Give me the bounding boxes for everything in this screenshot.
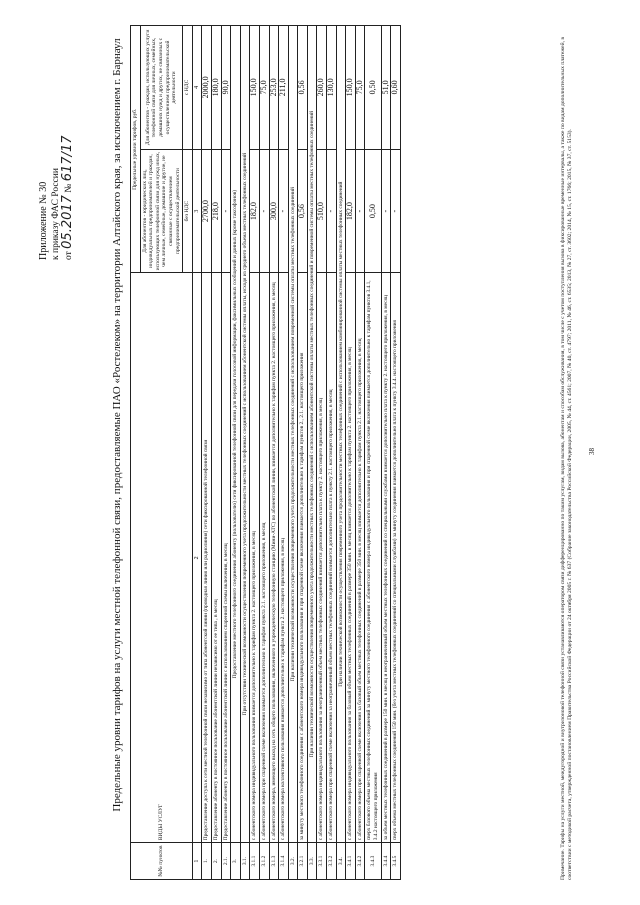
tariff-people: 253,0 xyxy=(269,26,279,150)
table-row xyxy=(240,26,250,880)
table-row xyxy=(355,26,365,880)
table-row xyxy=(250,26,260,880)
tariff-people: 51,0 xyxy=(381,26,391,150)
index-cell: 1 xyxy=(192,843,202,880)
index-cell: 4 xyxy=(192,26,202,150)
tariff-table xyxy=(130,25,401,880)
table-row xyxy=(317,26,327,880)
service-description: за минуту местного телефонного соединения с абонентского номера индивидуального пользования и при спаренной схеме включения взимается дополнительно к тарифам пунктов 2., 2.1. настоящего приложения xyxy=(298,273,308,843)
document-title: Предельные уровни тарифов на услуги местной телефонной связи, предоставляемые ПАО «Ростелеком» на территории Алтайского края, за исключением г. Барнаул xyxy=(111,38,123,812)
appendix-number: Приложение № 30 xyxy=(38,181,49,260)
tariff-legal: - xyxy=(355,149,365,273)
row-number: 3.1.3 xyxy=(269,843,279,880)
table-row xyxy=(231,26,241,880)
table-row xyxy=(288,26,298,880)
table-row xyxy=(365,26,381,880)
service-description: Предоставление абоненту в постоянное пользование абонентской линии независимо от ее типа , в месяц xyxy=(211,273,221,843)
header-block xyxy=(38,30,75,260)
section-heading: При наличии технической возможности осуществления повременного учета продолжительности местных телефонных соединений с использованием повременной системы оплаты местных телефонных соединений xyxy=(288,26,298,843)
table-row xyxy=(259,26,269,880)
tariff-people: 150,0 xyxy=(250,26,260,150)
row-number: 2.1. xyxy=(221,843,231,880)
date-prefix: от xyxy=(64,251,74,260)
table-row xyxy=(336,26,346,880)
tariff-people: 150,0 xyxy=(346,26,356,150)
service-description: с абонентского номера индивидуального пользования взимается дополнительно к тарифам пункта 2. настоящего приложения, в месяц xyxy=(250,273,260,843)
footnote-label: Примечание. xyxy=(560,849,566,880)
row-number: 3.4.1 xyxy=(346,843,356,880)
tariff-legal: 218,0 xyxy=(211,149,221,273)
row-number: 3.1.2 xyxy=(259,843,269,880)
table-row xyxy=(202,26,212,880)
table-row xyxy=(346,26,356,880)
handwritten-number: 617/17 xyxy=(60,135,75,182)
section-heading: При наличии технической возможности осуществления повременного учета продолжительности местных телефонных соединений с использованием абонентской системы оплаты местных телефонных соединений и повременной системы оплаты местных телефонных соединений xyxy=(307,26,317,843)
tariff-people: 2000,0 xyxy=(202,26,212,150)
table-row xyxy=(279,26,289,880)
row-number: 2. xyxy=(211,843,221,880)
handwritten-date: 05.2017 xyxy=(60,195,75,249)
table-body xyxy=(202,26,400,880)
row-number: 3.3.1 xyxy=(317,843,327,880)
tariff-legal: 0,50 xyxy=(365,149,381,273)
table-row xyxy=(327,26,337,880)
service-description: сверх базового объема местных телефонных соединений за минуту местного телефонного соединения с абонентского номера индивидуального пользования и при спаренной схеме включения взимается дополнительно к тарифам пунктов 3.4.1, 3.4.2 настоящего приложения xyxy=(365,273,381,843)
service-description: с абонентского номера при спаренной схеме включения за базовый объем местных телефонных соединений в размере 350 мин. в месяц взимается дополнительно к тарифам пункта 2.1. настоящего приложения, в месяц xyxy=(355,273,365,843)
row-number: 3.1.4 xyxy=(279,843,289,880)
section-heading: При наличии технической возможности осуществления повременного учета продолжительности местных телефонных соединений с использованием комбинированной системы оплаты местных телефонных соединений xyxy=(336,26,346,843)
row-number: 3. xyxy=(231,843,241,880)
footnote-text: Тарифы на услуги местной, междугородной и внутризоновой телефонной связи устанавливаются оператором связи дифференцированно по таким услугам, видам вызова, абонентам и способам обслуживания, в том числе с учетом поступления вызова в фиксированные временные интервалы, а также по видам дополнительных платежей, в соответствии с методикой расчета, утвержденной постановлением Правительства Российской Федерации от 24 октября 2005 г. № 637 (Собрание законодательства Российской Федерации, 2005, № 44, ст. 4561; 2007, № 40, ст. 4797; 2011, № 46, ст. 6535; 2013, № 27, ст. 3602; 2014, № 15, ст. 1766; 2015, № 37, ст. 5153). xyxy=(560,36,573,880)
tariff-legal: - xyxy=(259,149,269,273)
col-header-novat: без НДС xyxy=(183,149,193,273)
row-number: 3.4.4 xyxy=(381,843,391,880)
service-description: за объем местных телефонных соединений в размере 150 мин. в месяц и неограниченный объем местных телефонных соединений со специальными службами взимается дополнительно плата к пункту 2. настоящего приложения, в месяц xyxy=(381,273,391,843)
row-number: 3.4.2 xyxy=(355,843,365,880)
section-heading: При отсутствии технической возможности осуществления повременного учета продолжительности местных телефонных соединений с использованием абонентской системы оплаты, исходя из среднего объема местных телефонных соединений xyxy=(240,26,250,843)
col-header-service: ВИДЫ УСЛУГ xyxy=(131,273,193,843)
tariff-legal: 182,0 xyxy=(346,149,356,273)
tariff-people: 260,0 xyxy=(317,26,327,150)
page-number: 38 xyxy=(588,448,596,455)
table-row xyxy=(307,26,317,880)
service-description: с абонентского номера индивидуального пользования за базовый объем местных телефонных соединений в размере 350 мин. в месяц взимается дополнительно к тарифам пункта 2. настоящего приложения, в месяц xyxy=(346,273,356,843)
row-number: 3.4.3 xyxy=(365,843,381,880)
tariff-legal: - xyxy=(391,149,401,273)
row-number: 1. xyxy=(202,843,212,880)
col-header-legal: Для абонентов - юридических лиц, индивидуальных предпринимателей и граждан, использующих телефонной связи для нужд иных, чем личные, семейные, домашние и другие, не связанные с осуществлением предпринимательской деятельности xyxy=(140,149,183,273)
row-number: 3.3. xyxy=(307,843,317,880)
footnote xyxy=(560,25,574,880)
tariff-legal: 510,0 xyxy=(317,149,327,273)
col-header-vat: с НДС xyxy=(183,26,193,150)
service-description: с абонентского номера при спаренной схеме включения взимается дополнительно к тарифам пункта 2.1. настоящего приложения, в месяц xyxy=(259,273,269,843)
tariff-people: 0,50 xyxy=(365,26,381,150)
order-reference: к приказу ФАС России xyxy=(51,168,61,260)
col-header-levels: Предельные уровни тарифов, руб. xyxy=(131,26,141,273)
service-description: Предоставление доступа к сети местной телефонной связи независимо от типа абонентской линии (проводная линия или радиолиния) сети фиксированной телефонной связи xyxy=(202,273,212,843)
col-header-number: №№ пунктов xyxy=(131,843,193,880)
row-number: 3.4.5 xyxy=(391,843,401,880)
tariff-people: 0,60 xyxy=(391,26,401,150)
service-description: Предоставление абоненту в постоянное пользование абонентской линии с использованием спаренной схемы включения, в месяц xyxy=(221,273,231,843)
tariff-people: 90,0 xyxy=(221,26,231,150)
row-number: 3.2.1 xyxy=(298,843,308,880)
tariff-people: 180,0 xyxy=(211,26,221,150)
tariff-legal: - xyxy=(381,149,391,273)
index-cell: 2 xyxy=(192,273,202,843)
tariff-legal: - xyxy=(221,149,231,273)
row-number: 3.3.2 xyxy=(327,843,337,880)
table-row xyxy=(221,26,231,880)
table-row xyxy=(381,26,391,880)
tariff-legal: - xyxy=(279,149,289,273)
tariff-legal: 300,0 xyxy=(269,149,279,273)
tariff-legal: 0,56 xyxy=(298,149,308,273)
tariff-people: 75,0 xyxy=(259,26,269,150)
tariff-legal: 182,0 xyxy=(250,149,260,273)
service-description: с абонентского номера индивидуального пользования за неограниченный объем местных телефонных соединений взимается дополнительно плата к пункту 2. настоящего приложения, в месяц xyxy=(317,273,327,843)
row-number: 3.2. xyxy=(288,843,298,880)
row-number: 3.1.1 xyxy=(250,843,260,880)
index-cell: 3 xyxy=(192,149,202,273)
number-prefix: № xyxy=(64,183,74,193)
table-row xyxy=(269,26,279,880)
row-number: 3.4. xyxy=(336,843,346,880)
order-date-line xyxy=(62,30,75,260)
tariff-legal: - xyxy=(327,149,337,273)
col-header-people: Для абонентов - граждан, использующих услуги телефонной связи для личных, семейных, домашних нужд и других, не связанных с осуществлением предпринимательской деятельности xyxy=(140,26,183,150)
table-row xyxy=(391,26,401,880)
table-row xyxy=(298,26,308,880)
service-description: сверх объема местных телефонных соединений 150 мин. (без учета местных телефонных соединений со специальными службами) за минуту соединения взимается дополнительно плата к пункту 3.4.4. настоящего приложения xyxy=(391,273,401,843)
tariff-people: 130,0 xyxy=(327,26,337,150)
service-description: с абонентского номера при спаренной схеме включения за неограниченный объем местных телефонных соединений взимается дополнительно плата к пункту 2.1. настоящего приложения, в месяц xyxy=(327,273,337,843)
tariff-people: 0,56 xyxy=(298,26,308,150)
tariff-people: 211,0 xyxy=(279,26,289,150)
section-heading: Предоставление местного телефонного соединения абоненту (пользователю) сети фиксированной телефонной связи для передачи голосовой информации, факсимильных сообщений и данных (кроме таксофонов) xyxy=(231,26,241,843)
service-description: с абонентского номера коллективного пользования взимается дополнительно к тарифам пункта 2. настоящего приложения, в месяц xyxy=(279,273,289,843)
tariff-people: 75,0 xyxy=(355,26,365,150)
tariff-legal: 2700,0 xyxy=(202,149,212,273)
service-description: с абонентского номера, имеющего выход на сеть общего пользования, включенного в учрежденческую телефонную станцию (Мини-АТС) по абонентской линии, взимается дополнительно к тарифам пункта 2. настоящего приложения, в месяц xyxy=(269,273,279,843)
table-row xyxy=(211,26,221,880)
row-number: 3.1. xyxy=(240,843,250,880)
